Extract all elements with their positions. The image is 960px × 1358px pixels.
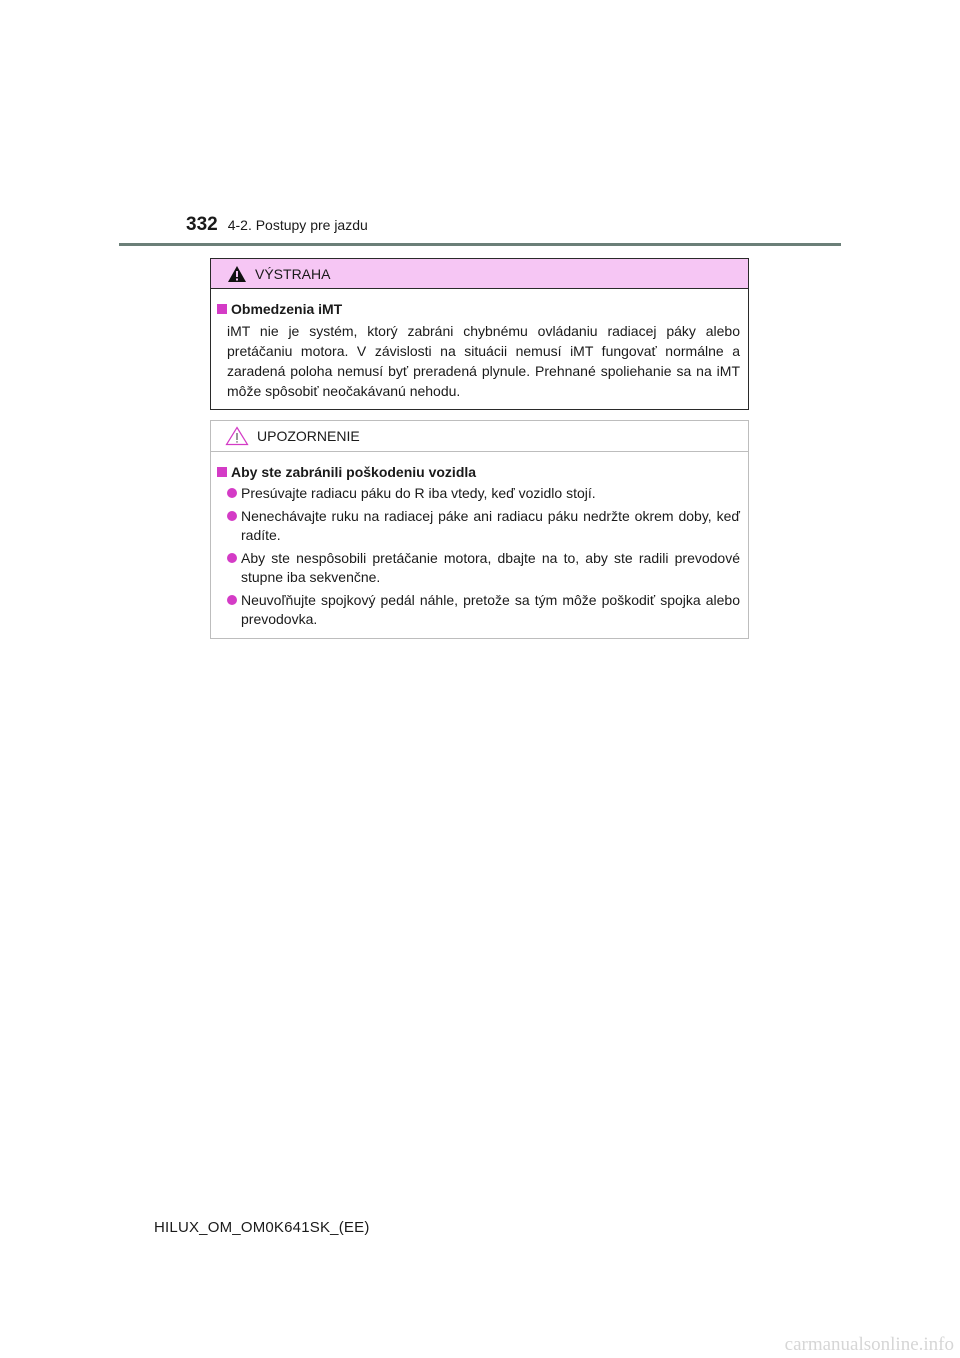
caution-item-text: Presúvajte radiacu páku do R iba vtedy, keď vozidlo stojí. <box>241 485 596 501</box>
caution-heading <box>217 464 740 480</box>
bullet-dot-icon <box>227 488 237 498</box>
header-divider <box>119 243 841 246</box>
caution-list-item <box>227 591 740 629</box>
bullet-dot-icon <box>227 511 237 521</box>
bullet-dot-icon <box>227 595 237 605</box>
warning-text: iMT nie je systém, ktorý zabráni chybnému ovládaniu radiacej páky alebo pretáčaniu motora. V závislosti na situácii nemusí iMT fungovať normálne a zaradená poloha nemusí byť preradená plynule. Prehnané spoliehanie sa na iMT môže spôsobiť neočakávanú nehodu. <box>227 323 740 399</box>
caution-item-text: Neuvoľňujte spojkový pedál náhle, pretože sa tým môže poškodiť spojka alebo prevodovka. <box>241 592 740 627</box>
section-title: 4-2. Postupy pre jazdu <box>227 217 368 233</box>
warning-label: VÝSTRAHA <box>255 265 331 282</box>
page-header <box>186 214 368 244</box>
caution-heading-text: Aby ste zabránili poškodeniu vozidla <box>231 464 477 480</box>
square-bullet-icon <box>217 304 227 314</box>
warning-heading <box>217 301 740 317</box>
warning-triangle-filled-icon <box>227 265 247 283</box>
bullet-dot-icon <box>227 553 237 563</box>
page-number: 332 <box>186 214 218 235</box>
caution-list-item <box>227 507 740 545</box>
warning-box <box>210 258 749 410</box>
caution-item-text: Nenechávajte ruku na radiacej páke ani radiacu páku nedržte okrem doby, keď radíte. <box>241 508 740 543</box>
warning-body <box>211 289 748 401</box>
caution-item-text: Aby ste nespôsobili pretáčanie motora, dbajte na to, aby ste radili prevodové stupne iba sekvenčne. <box>241 550 740 585</box>
caution-list-item <box>227 484 740 503</box>
warning-header <box>211 259 748 289</box>
warning-heading-text: Obmedzenia iMT <box>231 301 343 317</box>
square-bullet-icon <box>217 467 227 477</box>
caution-body <box>211 452 748 629</box>
document-code: HILUX_OM_OM0K641SK_(EE) <box>154 1219 370 1236</box>
watermark: carmanualsonline.info <box>784 1334 954 1355</box>
caution-box <box>210 420 749 639</box>
caution-label: UPOZORNENIE <box>257 428 360 444</box>
caution-list-item <box>227 549 740 587</box>
warning-triangle-outline-icon <box>225 426 249 446</box>
caution-header <box>211 421 748 452</box>
